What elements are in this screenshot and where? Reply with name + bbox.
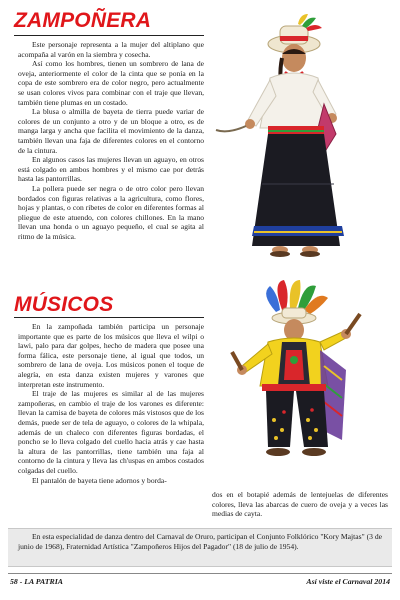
section-title-musicos: MÚSICOS — [14, 293, 114, 316]
footer-rule — [8, 573, 392, 574]
section-title-zamponera: ZAMPOÑERA — [14, 9, 152, 32]
paragraph: En la zampoñada también participa un personaje importante que es parte de los músicos que lleva el wilpi o lawi, palo para dar golpes, hecho de madera que posee una forma fálica, este personaje tiene, al igual que todos, un sombrero de lana de oveja. Los músicos ponen el toque de alegría, en esta danza existen mujeres y varones que interpretan este instrumento. — [18, 322, 204, 389]
footer-publication-label: Así viste el Carnaval 2014 — [306, 577, 390, 586]
paragraph: En algunos casos las mujeres llevan un aguayo, en otros está colgado en ambos hombres y el mismo cae por detrás hasta las pantorrillas. — [18, 155, 204, 184]
title-rule — [14, 317, 204, 318]
footer-page-label: 58 - LA PATRIA — [10, 577, 63, 586]
zamponera-body — [18, 40, 204, 241]
note-text: En esta especialidad de danza dentro del Carnaval de Oruro, participan el Conjunto Folklórico "Kory Majtas" (3 de junio de 1968), Fraternidad Artística "Zampoñeros Hijos del Pagador" (18 de julio de 1954). — [18, 532, 382, 551]
paragraph: La blusa o almilla de bayeta de tierra puede variar de colores de un conjunto a otro y de un bloque a otro, es de manga larga y ancha que facilita el movimiento de la danza, también llevan una faja de diferentes colores en el contorno de la cintura. — [18, 107, 204, 155]
zamponera-dancer-photo — [206, 14, 366, 276]
participants-note — [8, 528, 392, 567]
paragraph: dos en el botapié además de lentejuelas de diferentes colores, lleva las abarcas de cuero de oveja y a veces las medias de cayta. — [212, 490, 388, 519]
paragraph: La pollera puede ser negra o de otro color pero llevan bordados con figuras relativas a la agricultura, como flores, hojas y plantas, o con ribetes de color en diferentes formas al pliegue de este atuendo, con colores chillones. En la mano llevan una honda o un aguayo pequeño, el cual se agita al ritmo de la música. — [18, 183, 204, 241]
paragraph: Así como los hombres, tienen un sombrero de lana de oveja, anteriormente el color de la cinta que se ponía en la copa de este sombrero era de color negro, pero actualmente se usan colores vivos para combinar con el traje que llevan, también tiene plumas en un costado. — [18, 59, 204, 107]
musicos-continuation — [212, 490, 388, 519]
paragraph: El traje de las mujeres es similar al de las mujeres zampoñeras, en cambio el traje de los varones es diferente: llevan la camisa de bayeta de colores más vistosos que de los demás, puede ser de tela de aguayo, o colores de la whipala, además de un chaleco con diferentes figuras bordadas, el poncho se lo lleva colgado del cuello hacia atrás y cae hasta la altura de las pantorrillas, tiene también una faja al contorno de la cintura y lleva las ch'uspas en ambos costados colgadas del cuello. — [18, 389, 204, 475]
musicos-body — [18, 322, 204, 485]
paragraph: El pantalón de bayeta tiene adornos y borda- — [32, 475, 167, 485]
musico-dancer-photo — [212, 280, 390, 490]
paragraph: Este personaje representa a la mujer del altiplano que acompaña al varón en la siembra y cosecha. — [18, 40, 204, 59]
title-rule — [14, 35, 204, 36]
